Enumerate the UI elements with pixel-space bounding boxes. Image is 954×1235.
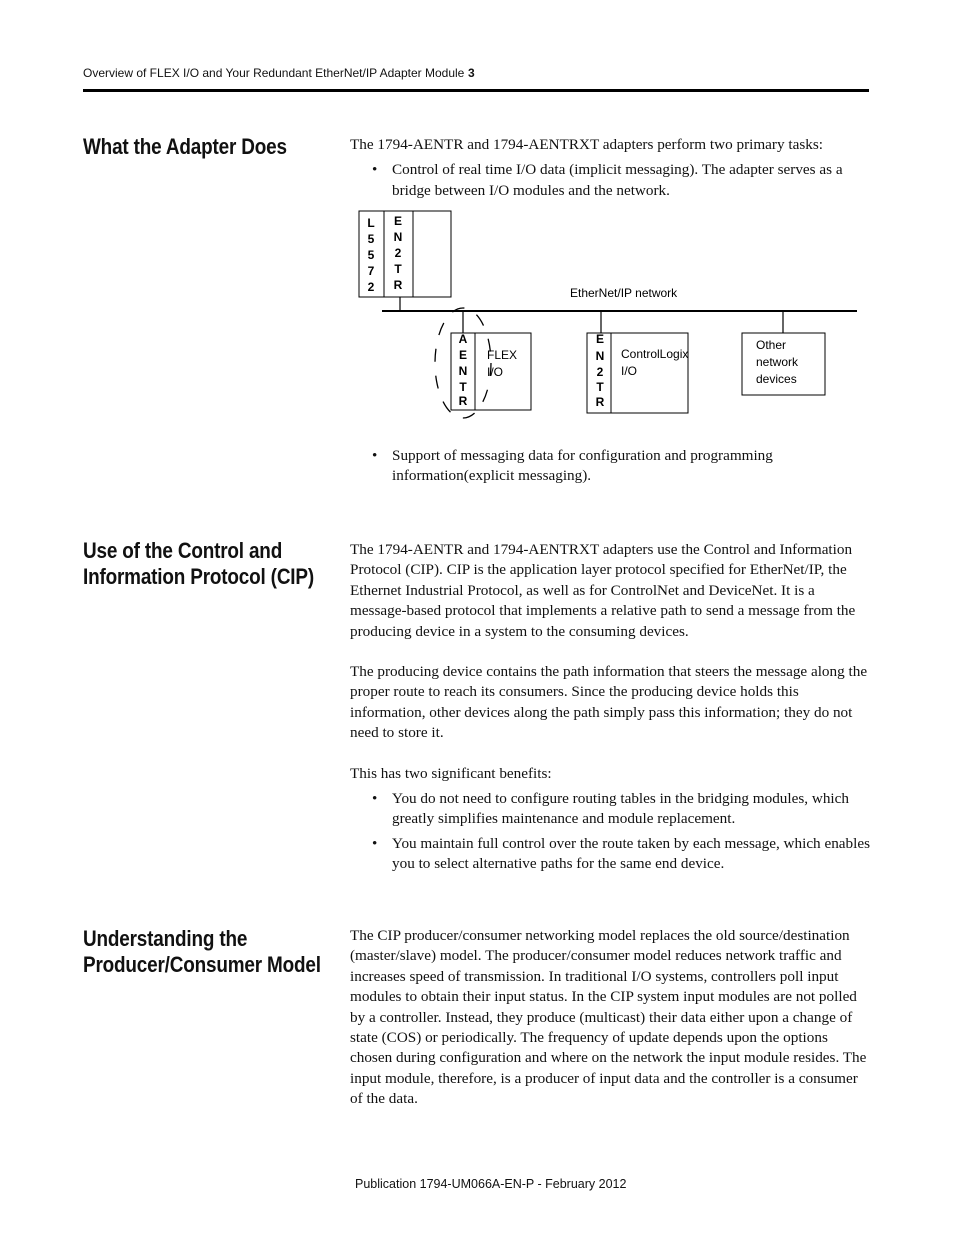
chassis-module2-char: T [394,262,402,276]
bullet-item: • You maintain full control over the route taken by each message, which enables you to select alternative paths for the same end device. [350,834,870,875]
heading-line: Use of the Control and [83,538,283,563]
adapter-char: E [458,348,468,362]
chassis-module1-char: 5 [367,248,375,262]
flex-label: FLEX [487,348,518,362]
chassis-module1-char: 7 [367,264,375,278]
controllogix-chassis [587,332,688,413]
producer-paragraph: The CIP producer/consumer networking model replaces the old source/destination (master/slave) model. The producer/consumer model reduces network traffic and increases speed of transmission. In traditional I/O systems, controllers poll input modules to obtain their input status. In the CIP system input modules are not polled by a controller. Instead, they produce (multicast) their data either upon a change of state (COS) or periodically. The frequency of update depends upon the options chosen during configuration and where on the network the input module resides. The input module, therefore, is a producer of input data and the controller is a consumer of the data. [350,927,867,1108]
heading-producer-consumer [83,926,321,978]
chassis [359,211,451,297]
controllogix-label: ControlLogix [621,347,689,361]
adapter-bullets-2-wrap [350,446,870,487]
header-title: Overview of FLEX I/O and Your Redundant EtherNet/IP Adapter Module [83,66,465,80]
other-label: network [756,355,799,369]
network-diagram [355,205,865,420]
publication-footer: Publication 1794-UM066A-EN-P - February 2012 [355,1177,627,1191]
controllogix-char: 2 [596,365,604,379]
chassis-module1-char: 2 [367,280,375,294]
section-producer-body [350,926,870,1110]
heading-line: Information Protocol (CIP) [83,564,314,589]
adapter-char: N [458,364,468,378]
adapter-char: A [458,332,468,346]
other-label: Other [756,338,787,352]
adapter-bullets-1 [350,160,870,201]
cip-paragraph: This has two significant benefits: [350,764,552,782]
heading-line: Producer/Consumer Model [83,952,321,977]
cip-bullets [350,789,870,875]
flex-label: I/O [487,365,504,379]
bullet-item: • You do not need to configure routing tables in the bridging modules, which greatly simplifies maintenance and module replacement. [350,789,870,830]
adapter-char: R [458,394,468,408]
section-cip-body [350,540,870,875]
bullet-item: • Support of messaging data for configuration and programming information(explicit messaging). [350,446,870,487]
cip-paragraph: The producing device contains the path information that steers the message along the proper route to reach its consumers. Since the producing device holds this information, other devices along the path simply pass this information; they do not need to store it. [350,663,868,742]
chassis-module2-char: R [393,278,403,292]
heading-what-the-adapter-does [83,134,298,160]
flex-adapter [435,308,531,418]
header-rule [83,89,869,92]
chassis-module1-char: L [367,216,375,230]
chassis-module2-char: 2 [394,246,402,260]
adapter-char: T [459,380,467,394]
controllogix-label: I/O [621,364,638,378]
chassis-module2-char: N [393,230,403,244]
heading-line: What the Adapter Does [83,134,287,159]
adapter-bullets-2 [350,446,870,487]
controllogix-char: T [596,380,604,394]
heading-cip [83,538,314,590]
controllogix-char: E [595,332,605,346]
other-devices-box [742,333,825,395]
chassis-module2-char: E [393,214,403,228]
other-label: devices [756,372,797,386]
controllogix-char: R [595,395,605,409]
cip-paragraph: The 1794-AENTR and 1794-AENTRXT adapters use the Control and Information Protocol (CIP). CIP is the application layer protocol specified for EtherNet/IP, the Ethernet Industrial Protocol, as well as for ControlNet and DeviceNet. It is a message-based protocol that implements a relative path to send a message from the producing device in a system to the consuming devices. [350,541,856,640]
bullet-item: • Control of real time I/O data (implicit messaging). The adapter serves as a bridge between I/O modules and the network. [350,160,870,201]
page-number: 3 [468,66,475,80]
adapter-intro: The 1794-AENTR and 1794-AENTRXT adapters perform two primary tasks: [350,136,823,153]
section-adapter-body [350,135,870,201]
chassis-module1-char: 5 [367,232,375,246]
controllogix-char: N [595,349,605,363]
network-label: EtherNet/IP network [570,286,678,300]
heading-line: Understanding the [83,926,248,951]
